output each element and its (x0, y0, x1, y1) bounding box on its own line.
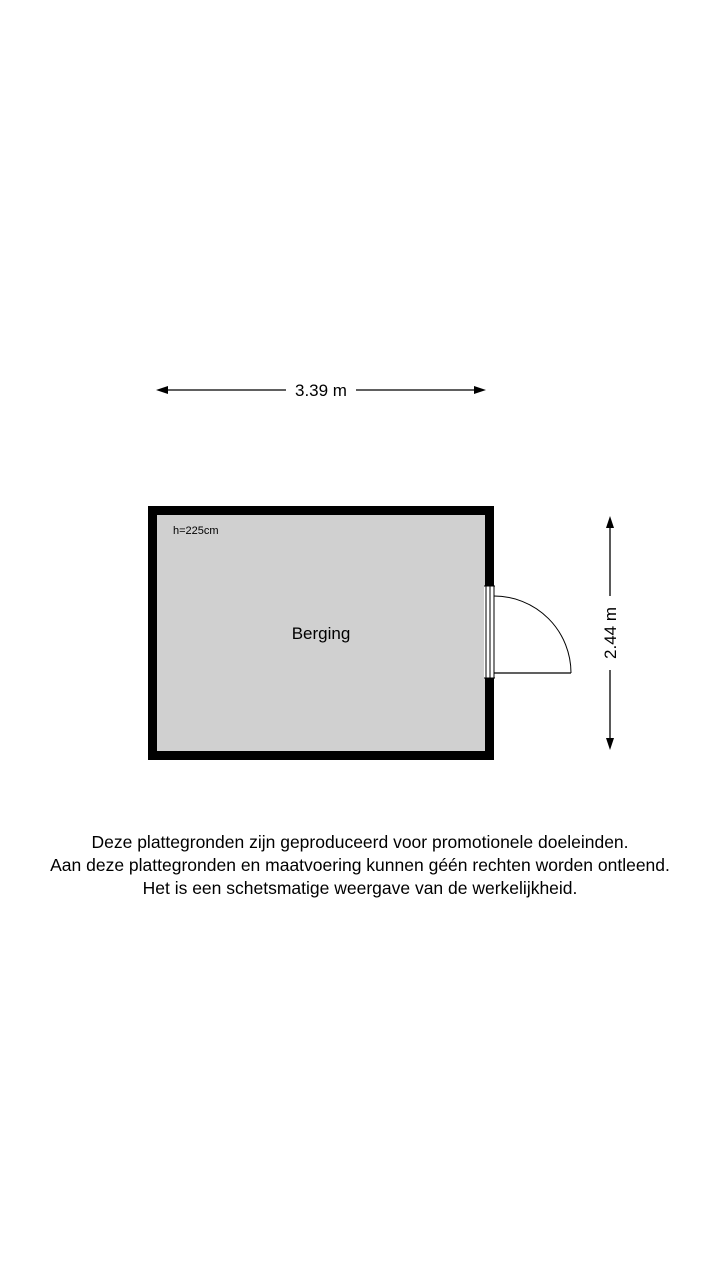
arrow-left-icon (156, 386, 168, 394)
room-name: Berging (291, 624, 351, 643)
depth-dimension (601, 516, 620, 750)
arrow-right-icon (474, 386, 486, 394)
width-dimension-label: 3.39 m (295, 381, 347, 400)
door-swing (494, 596, 571, 673)
disclaimer (0, 831, 720, 900)
disclaimer-line-1: Deze plattegronden zijn geproduceerd voor promotionele doeleinden. (91, 832, 629, 852)
depth-dimension-label: 2.44 m (601, 607, 620, 659)
width-dimension (156, 381, 486, 400)
room-height-note: h=225cm (173, 525, 219, 537)
disclaimer-line-3: Het is een schetsmatige weergave van de werkelijkheid. (142, 878, 578, 898)
arrow-up-icon (606, 516, 614, 528)
disclaimer-line-2: Aan deze plattegronden en maatvoering kunnen géén rechten worden ontleend. (50, 855, 670, 875)
arrow-down-icon (606, 738, 614, 750)
room-berging (148, 506, 571, 760)
